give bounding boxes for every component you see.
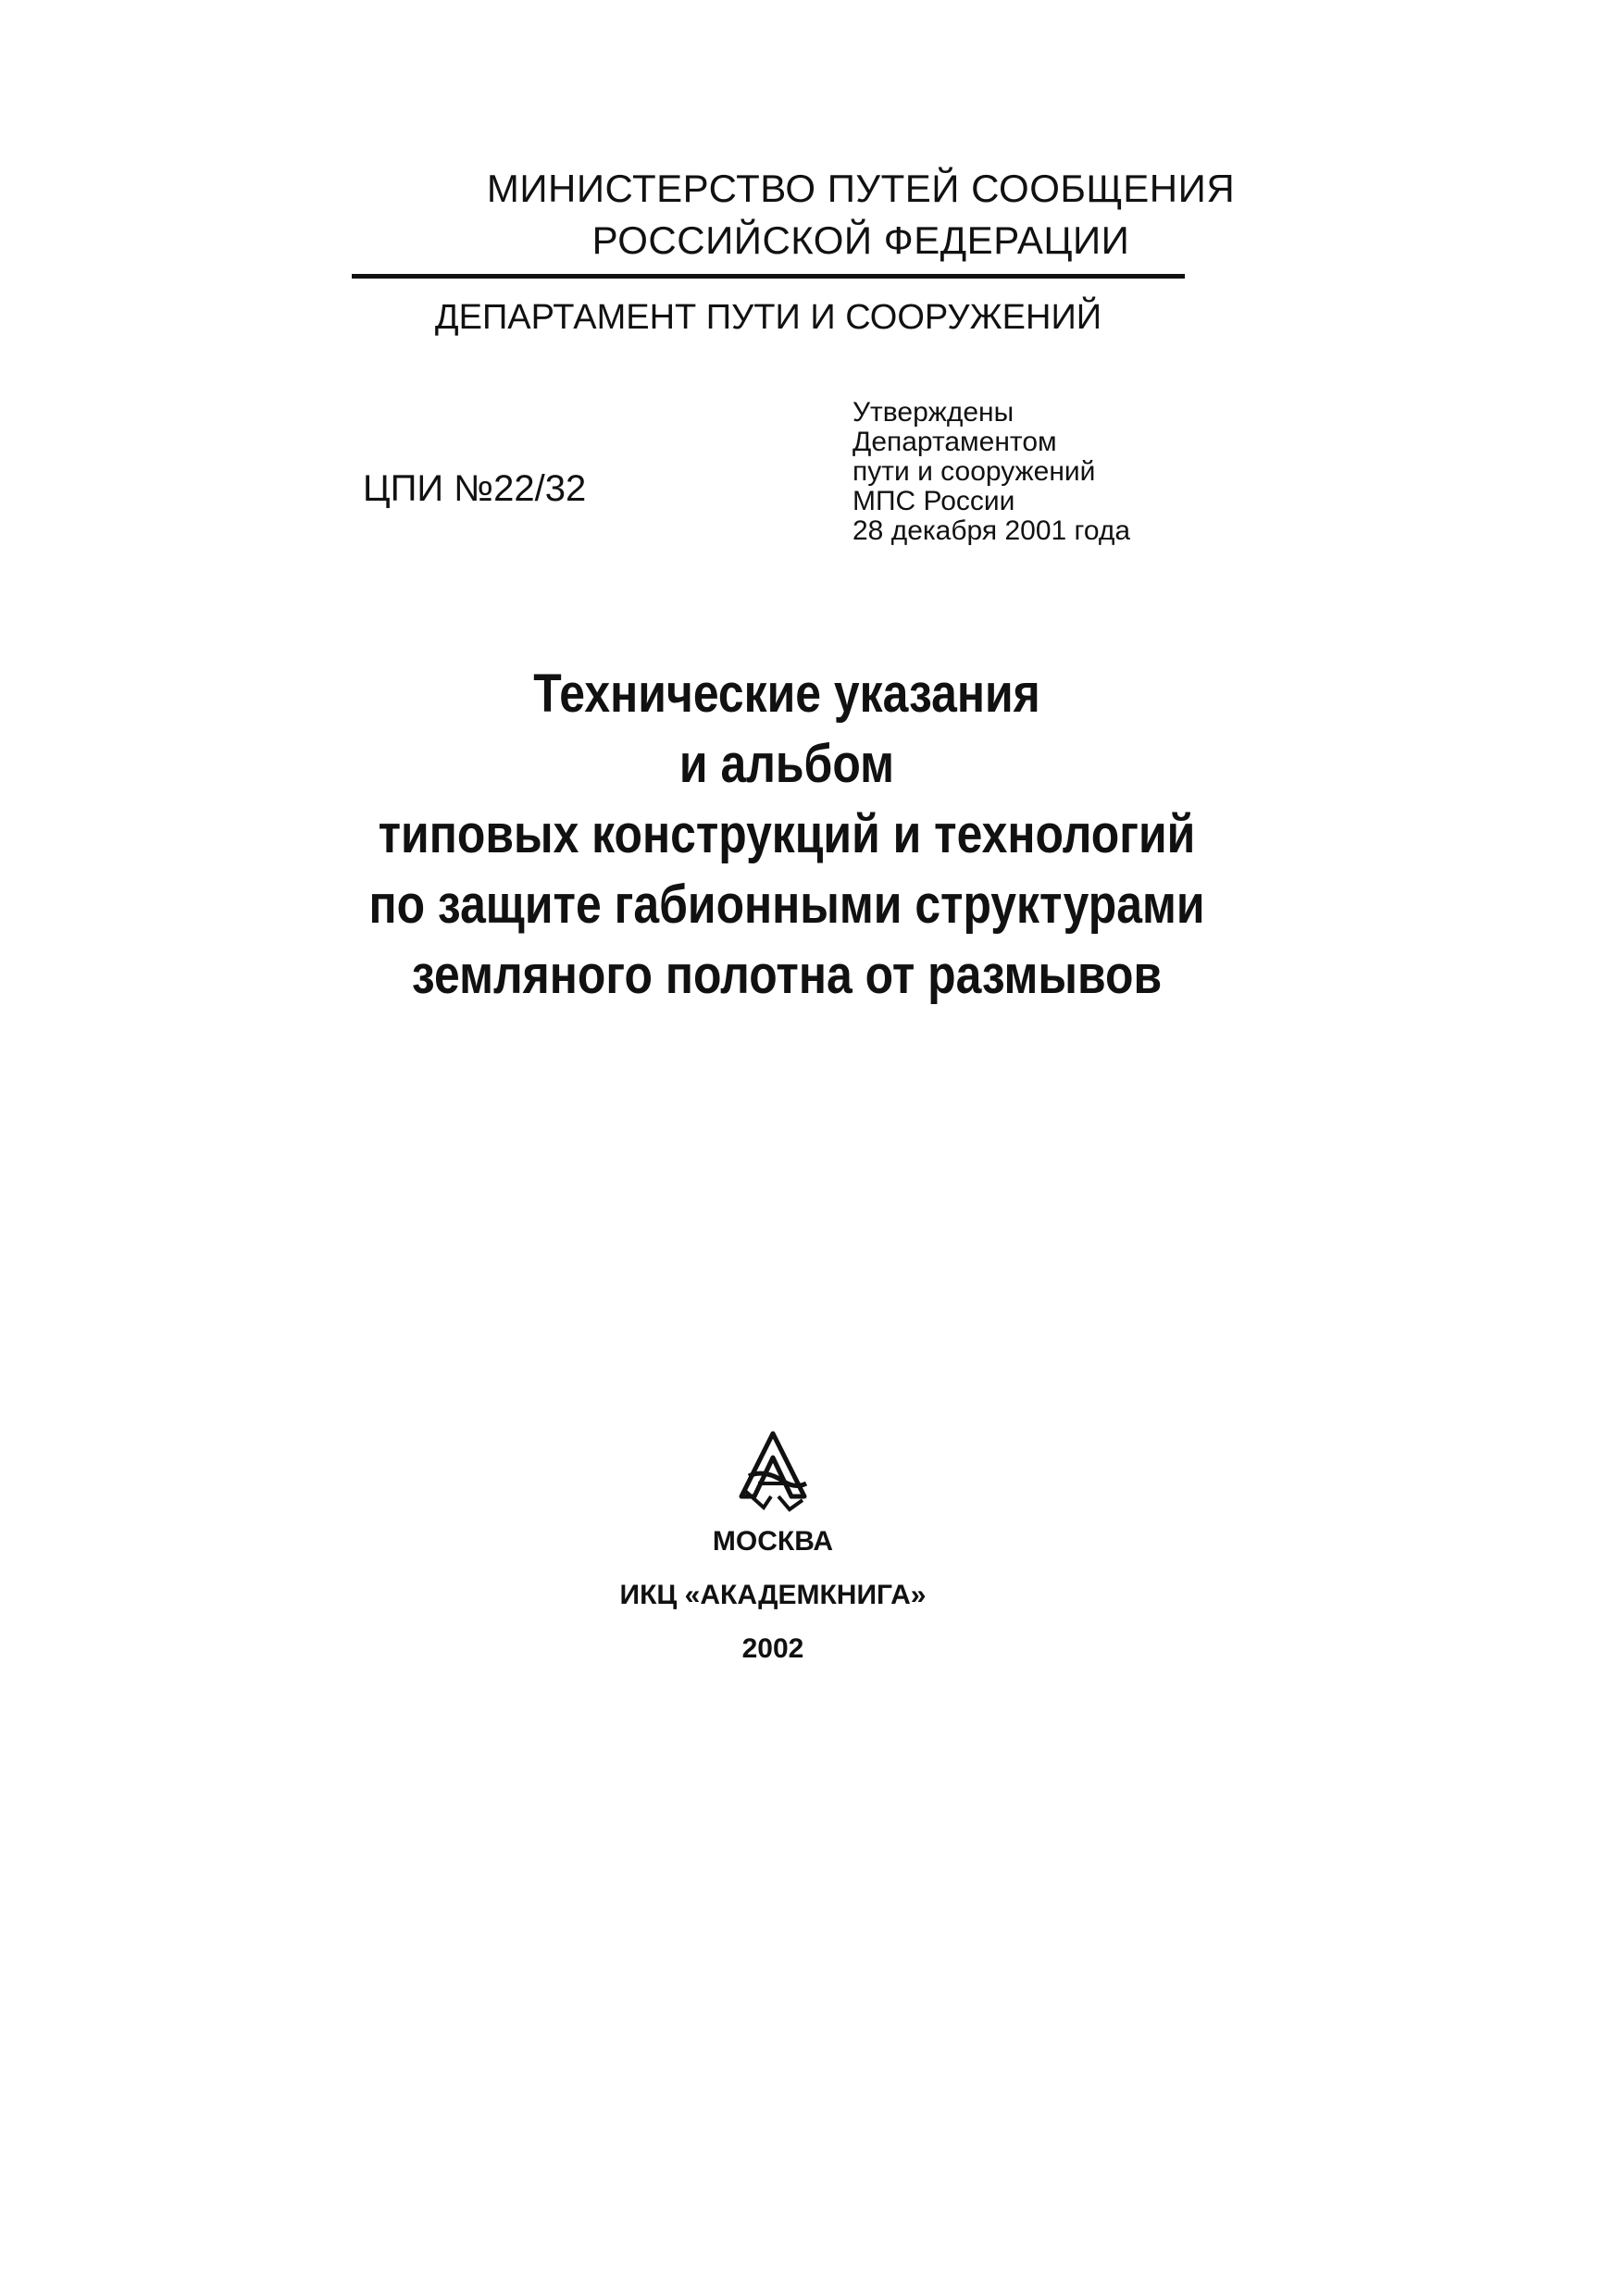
imprint-year: 2002 — [741, 1633, 804, 1664]
divider-rule — [352, 274, 1185, 279]
approval-line: пути и сооружений — [853, 456, 1096, 487]
approval-block — [853, 398, 1130, 546]
approval-line: Утверждены — [853, 397, 1014, 428]
title-line: и альбом — [678, 734, 895, 794]
approval-line: Департаментом — [853, 427, 1057, 457]
document-title — [349, 659, 1225, 1011]
title-line: Технические указания — [533, 664, 1040, 724]
imprint-city: МОСКВА — [712, 1526, 834, 1557]
department-heading: ДЕПАРТАМЕНТ ПУТИ И СООРУЖЕНИЙ — [434, 298, 1102, 337]
ministry-line-2: РОССИЙСКОЙ ФЕДЕРАЦИИ — [591, 218, 1130, 262]
title-line: типовых конструкций и технологий — [378, 804, 1196, 864]
document-code: ЦПИ №22/32 — [363, 468, 587, 509]
approval-line: 28 декабря 2001 года — [853, 515, 1131, 546]
imprint-publisher: ИКЦ «АКАДЕМКНИГА» — [619, 1580, 927, 1610]
title-line: земляного полотна от размывов — [411, 945, 1163, 1005]
title-line: по защите габионными структурами — [368, 875, 1205, 935]
approval-line: МПС России — [853, 486, 1015, 516]
ministry-line-1: МИНИСТЕРСТВО ПУТЕЙ СООБЩЕНИЯ — [486, 167, 1236, 210]
akademkniga-logo-icon — [736, 1430, 810, 1513]
ministry-heading — [352, 163, 1370, 267]
